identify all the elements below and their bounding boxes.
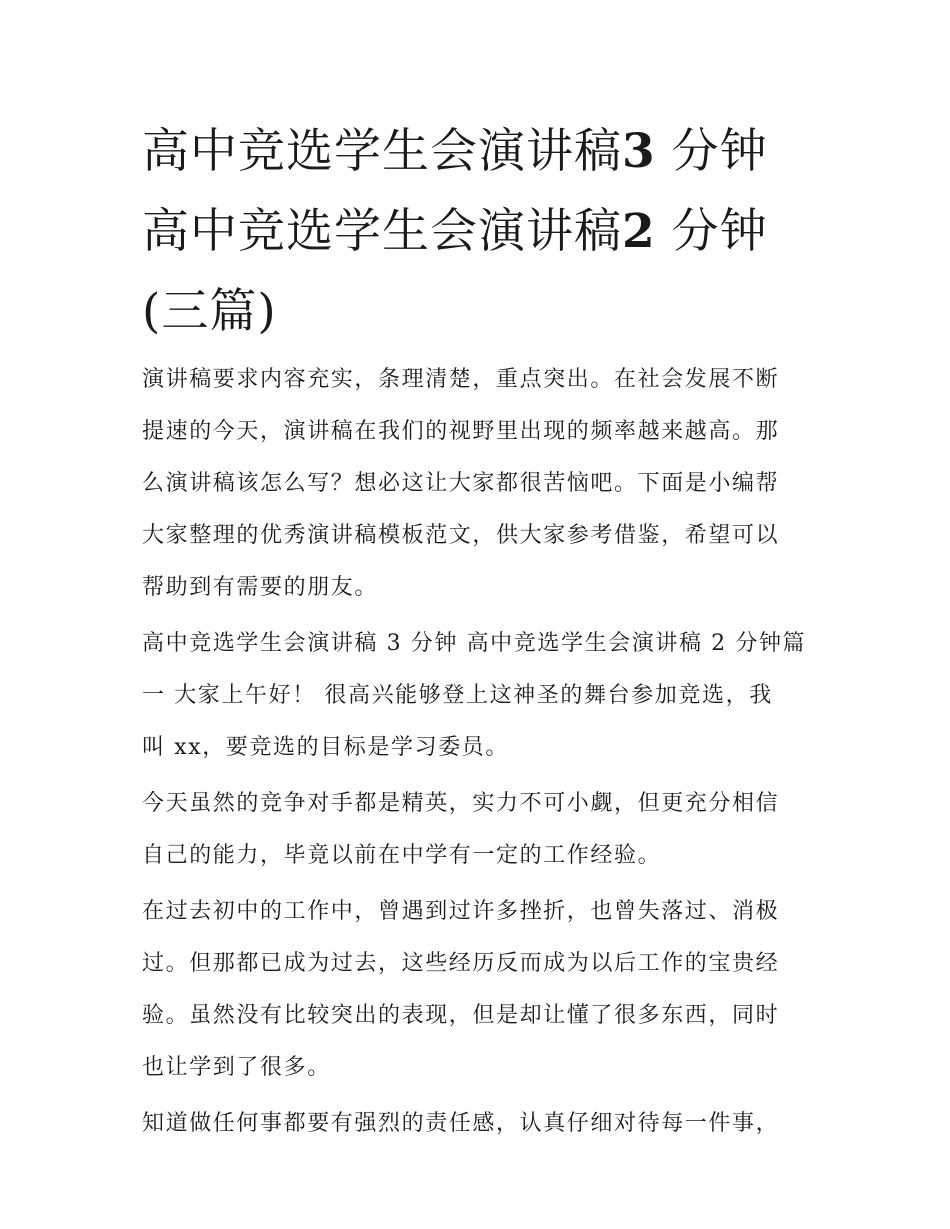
text-line: 知道做任何事都要有强烈的责任感，认真仔细对待每一件事，	[142, 1111, 780, 1136]
text-line: 叫 xx，要竞选的目标是学习委员。	[142, 735, 510, 760]
text-line: 也让学到了很多。	[142, 1055, 331, 1080]
text-line: 高中竞选学生会演讲稿 3 分钟 高中竞选学生会演讲稿 2 分钟篇	[142, 631, 807, 656]
text-line: 验。虽然没有比较突出的表现，但是却让懂了很多东西，同时	[142, 1003, 780, 1028]
paragraph-responsibility	[142, 1098, 832, 1150]
text-line: 大家整理的优秀演讲稿模板范文，供大家参考借鉴，希望可以	[142, 523, 780, 548]
text-line: 帮助到有需要的朋友。	[142, 575, 379, 600]
text-line: 今天虽然的竞争对手都是精英，实力不可小觑，但更充分相信	[142, 791, 780, 816]
text-line: 么演讲稿该怎么写？想必这让大家都很苦恼吧。下面是小编帮	[142, 471, 780, 496]
text-line: 一 大家上午好！ 很高兴能够登上这神圣的舞台参加竞选，我	[142, 683, 773, 708]
paragraph-intro	[142, 354, 832, 614]
title-line-3: (三篇)	[142, 284, 277, 339]
text-line: 演讲稿要求内容充实，条理清楚，重点突出。在社会发展不断	[142, 367, 780, 392]
title-line-2: 高中竞选学生会演讲稿2 分钟	[142, 204, 768, 259]
document-body	[142, 354, 832, 1154]
paragraph-competition	[142, 778, 832, 882]
paragraph-experience	[142, 886, 832, 1094]
title-line-1: 高中竞选学生会演讲稿3 分钟	[142, 124, 768, 179]
text-line: 过。但那都已成为过去，这些经历反而成为以后工作的宝贵经	[142, 951, 780, 976]
text-line: 自己的能力，毕竟以前在中学有一定的工作经验。	[142, 843, 662, 868]
paragraph-speech-opening	[142, 618, 832, 774]
text-line: 在过去初中的工作中，曾遇到过许多挫折，也曾失落过、消极	[142, 899, 780, 924]
document-title	[142, 112, 842, 352]
text-line: 提速的今天，演讲稿在我们的视野里出现的频率越来越高。那	[142, 419, 780, 444]
